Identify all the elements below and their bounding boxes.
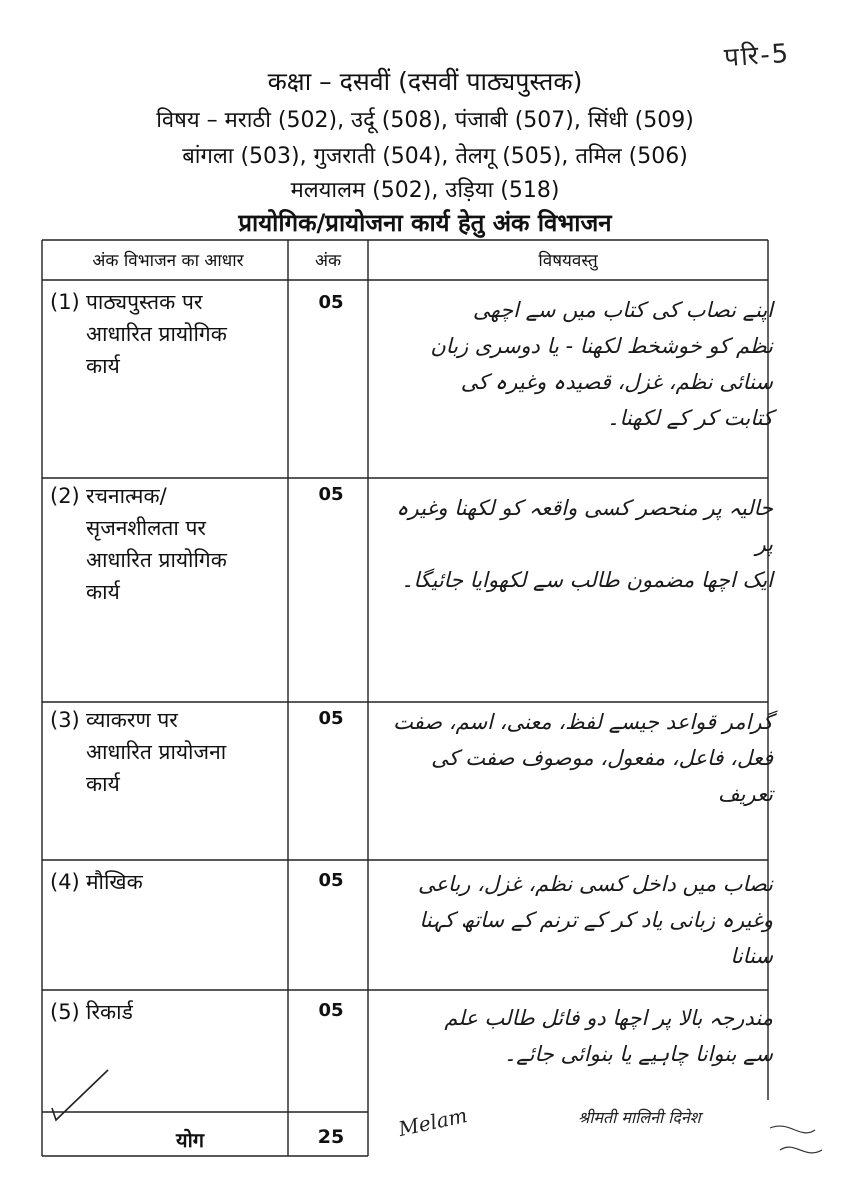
- row-number: (1): [50, 290, 80, 314]
- table-row-2-marks: 05: [318, 484, 344, 505]
- header-marks-distribution-title: प्रायोगिक/प्रायोजना कार्य हेतु अंक विभाजन: [238, 209, 612, 237]
- signature-left: Melam: [396, 1103, 470, 1141]
- table-row-1-content: اپنے نصاب کی کتاب میں سے اچھی نظم کو خوشخط لکھنا - یا دوسری زبان سنائی نظم، غزل، قصیدہ وغیرہ کی کتابت کر کے لکھنا۔: [430, 298, 773, 430]
- table-row-5-content: مندرجہ بالا پر اچھا دو فائل طالب علم سے بنوانا چاہیے یا بنوائی جائے۔: [444, 1006, 773, 1066]
- signature-right: श्रीमती मालिनी दिनेश: [578, 1108, 701, 1127]
- table-row-3-content: گرامر قواعد جیسے لفظ، معنی، اسم، صفت فعل، فاعل، مفعول، موصوف صفت کی تعریف: [393, 710, 773, 806]
- table-row-5-basis: (5) रिकार्ड: [50, 996, 285, 1028]
- table-row-3-marks: 05: [318, 708, 344, 729]
- table-row-2-content: حالیہ پر منحصر کسی واقعہ کو لکھنا وغیرہ پر ایک اچھا مضمون طالب سے لکھوایا جائیگا۔: [396, 496, 773, 592]
- total-label: योग: [175, 1128, 205, 1152]
- column-header-marks: अंक: [314, 251, 342, 271]
- header-subjects-line-1: विषय – मराठी (502), उर्दू (508), पंजाबी (507), सिंधी (509): [156, 108, 694, 133]
- total-marks: 25: [317, 1126, 345, 1148]
- header-subjects-line-3: मलयालम (502), उड़िया (518): [290, 178, 560, 203]
- table-row-4-basis: (4) मौखिक: [50, 866, 285, 898]
- table-row-3-basis: (3) व्याकरण पर आधारित प्रायोजना कार्य: [50, 704, 285, 800]
- table-row-1-basis: (1) पाठ्यपुस्तक पर आधारित प्रायोगिक कार्य: [50, 286, 285, 382]
- handwritten-strokes: [770, 1126, 822, 1153]
- row-number: (2): [50, 484, 80, 508]
- header-subjects-line-2: बांगला (503), गुजराती (504), तेलगू (505), तमिल (506): [182, 144, 688, 169]
- row-number: (5): [50, 1000, 80, 1024]
- header-class-title: कक्षा – दसवीं (दसवीं पाठ्यपुस्तक): [267, 67, 583, 96]
- table-row-4-marks: 05: [318, 870, 344, 891]
- row-number: (4): [50, 870, 80, 894]
- table-row-2-basis: (2) रचनात्मक/ सृजनशीलता पर आधारित प्रायोगिक कार्य: [50, 480, 285, 608]
- column-header-content: विषयवस्तु: [538, 251, 598, 271]
- column-header-basis: अंक विभाजन का आधार: [92, 251, 244, 271]
- table-row-5-marks: 05: [318, 1000, 344, 1021]
- table-row-1-marks: 05: [318, 292, 344, 313]
- corner-annotation: परि-5: [723, 38, 792, 74]
- row-number: (3): [50, 708, 80, 732]
- table-row-4-content: نصاب میں داخل کسی نظم، غزل، رباعی وغیرہ زبانی یاد کر کے ترنم کے ساتھ کہنا سنانا: [417, 872, 773, 968]
